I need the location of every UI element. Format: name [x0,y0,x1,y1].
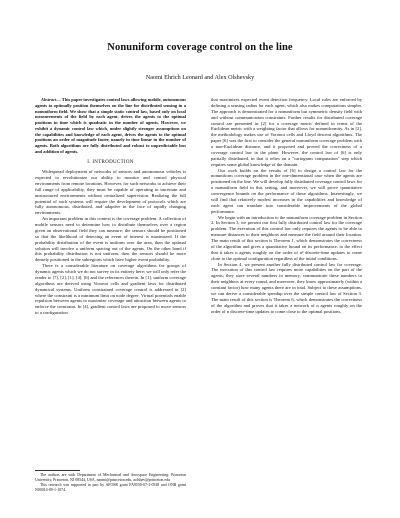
footnote-funding: This research was supported in part by AFOSR grant FA9550-07-1-0528 and ONR grant N00014-09-1-1074. [35,482,186,492]
abstract-label: Abstract [41,97,57,102]
paper-title: Nonuniform coverage control on the line [107,42,293,53]
footnote-rule [35,470,80,471]
left-column [35,97,186,316]
body-paragraph: Our work builds on the results of [6] to design a control law for the nonuniform coverage problem in the one-dimensional case when the agents are positioned on the line. We will develop fully distributed coverage control laws for a nonuniform field in this setting, and moreover, we will prove quantitative convergence bounds on the performance of these algorithms. Interestingly, we will find that relatively modest increases in the capabilities and knowledge of each agent can translate into considerable improvements of the global performance. [211,167,362,214]
footnotes [35,470,186,493]
body-paragraph: In Section 4, we present another fully distributed control law for coverage. The execution of this control law requires more capabilities on the part of the agents; they store several numbers in memory, communicate these numbers to their neighbors at every round, and moreover, they know approximately (within a constant factor) how many agents there are in total. Subject to these assumptions, we can derive a considerable speedup over the simple control law of Section 3. The main result of this section is Theorem 6, which demonstrates the correctness of the algorithm and proves that it takes a network of n agents roughly on the order of n discrete-time updates to come close to the optimal positions. [211,261,362,314]
footnote-affiliation: The authors are with Department of Mechanical and Aerospace Engineering, Princeton University, Princeton, NJ 08544, USA, naomi@princeton.edu, aolshev@princeton.edu [35,473,186,482]
abstract [35,97,186,155]
section-heading-introduction: I. INTRODUCTION [87,159,134,165]
abstract-text: — This paper investigates control laws allowing mobile, autonomous agents to optimally position themselves on the line for distributed sensing in a nonuniform field. We show that a simple static control law, based only on local measurements of the field by each agent, drives the agents to the optimal positions in time which is quadratic in the number of agents. However, we exhibit a dynamic control law which, under slightly stronger assumptions on the capabilities and knowledge of each agent, drives the agents to the optimal positions an order of magnitude faster, namely in time linear in the number of agents. Both algorithms are fully distributed and robust to unpredictable loss and addition of agents. [35,97,186,155]
body-paragraph: Widespread deployment of networks of sensors and autonomous vehicles is expected to revolutionize our ability to monitor and control physical environments from remote locations. However, for such networks to achieve their full range of applicability, they must be capable of operating in uncertain and unstructured environments without centralized supervision. Realizing the full potential of such systems will require the development of protocols which are fully autonomous, distributed, and adaptive in the face of rapidly changing environments. [35,169,186,216]
body-paragraph: There is a considerable literature on coverage algorithms for groups of dynamic agents which we do not survey in its entirety here; we will only refer the reader to [7], [2], [1], [4], [6] and the references therein. In [1], uniform coverage algorithms are derived using Voronoi cells and gradient laws for distributed dynamical systems. Uniform constrained coverage control is addressed in [2] where the constraint is a minimum limit on node degree. Virtual potentials enable repulsion between agents to maximize coverage and attraction between agents to enforce the constraint. In [4], gradient control laws are proposed to move sensors to a configuration [35,263,186,316]
body-paragraph: An important problem in this context is the coverage problem. A collection of mobile sensors need to determine how to distribute themselves over a region given an observational field they can measure; the sensors should be positioned so that the likelihood of detecting an event of interest is maximized. If the probability distribution of the event is uniform over the area, then the optimal solution will involve a uniform spacing out of the agents. On the other hand if this probability distribution is not uniform, then the sensors should be more densely positioned in the subregions which have higher event probability. [35,216,186,263]
right-column [211,97,362,314]
paper-authors: Naomi Ehrich Leonard and Alex Olshevsky [145,74,255,81]
body-paragraph: We begin with an introduction to the nonuniform coverage problem in Section 2. In Section 3, we present our first fully distributed control law for the coverage problem. The execution of this control law only requires the agents to be able to measure distances to their neighbors and measure the field around their location. The main result of this section is Theorem 1, which demonstrates the correctness of the algorithm and gives a quantitative bound on its performance, to the effect that it takes n agents roughly on the order of n² discrete-time updates to come close to the optimal configuration regardless of the initial conditions. [211,214,362,261]
body-paragraph: that maximizes expected event detection frequency. Local rules are enforced by defining a sensing radius for each agent, which also makes computations simpler. The approach is demonstrated for a nonuniform but symmetric density field with and without communication constraints. Further results for distributed coverage control are presented in [2] for a coverage metric defined in terms of the Euclidean metric with a weighting factor that allows for nonuniformity. As in [2], the methodology makes use of Voronoi cells and Lloyd descent algorithms. The paper [6] was the first to consider the general nonuniform coverage problem with a non-Euclidean distance, and it proposed and proved the correctness of a coverage control law in the plane. However, the control law of [6] is only partially distributed, in that it relies on a "cartogram computation" step which requires some global knowledge of the domain. [211,97,362,167]
